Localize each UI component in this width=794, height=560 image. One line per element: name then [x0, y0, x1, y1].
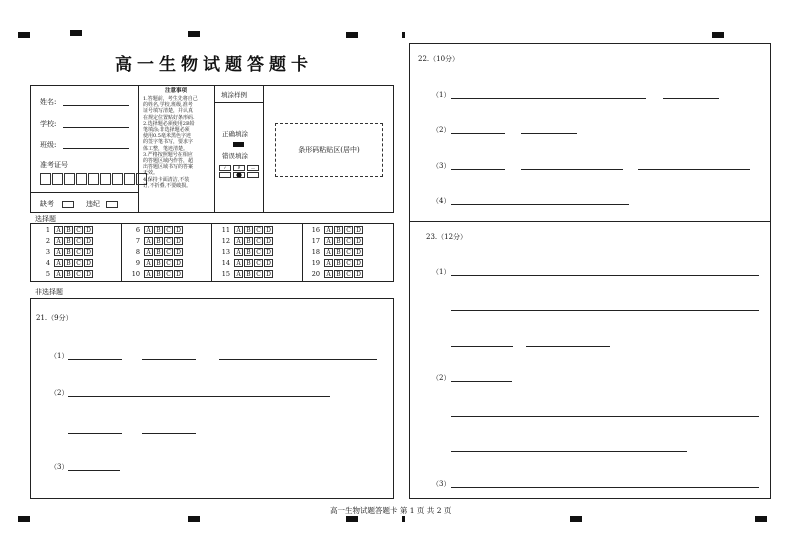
choice-option-bubble[interactable]: D — [174, 237, 183, 245]
choice-option-bubble[interactable]: B — [64, 248, 73, 256]
school-label: 学校: — [40, 120, 57, 128]
choice-option-bubble[interactable]: D — [174, 259, 183, 267]
timing-mark — [402, 32, 405, 38]
q21-answer-field[interactable] — [68, 433, 122, 434]
choice-option-bubble[interactable]: C — [344, 226, 353, 234]
choice-question-row — [38, 237, 94, 245]
choice-option-bubble[interactable]: A — [234, 248, 243, 256]
choice-option-bubble[interactable]: C — [74, 259, 83, 267]
choice-question-row — [308, 248, 364, 256]
exam-no-boxes[interactable] — [40, 173, 147, 185]
choice-option-bubble[interactable]: B — [154, 237, 163, 245]
choice-option-bubble[interactable]: D — [264, 237, 273, 245]
choice-option-bubble[interactable]: C — [164, 259, 173, 267]
q23-answer-field[interactable] — [451, 310, 759, 311]
choice-question-row — [308, 237, 364, 245]
choice-question-row — [218, 270, 274, 278]
q21-part-1-label: （1） — [50, 352, 69, 360]
choice-question-row — [218, 237, 274, 245]
q23-part-1-label: （1） — [432, 268, 451, 276]
choice-option-bubble[interactable]: C — [344, 237, 353, 245]
q23-answer-field[interactable] — [451, 346, 513, 347]
q22-answer-field[interactable] — [451, 169, 505, 170]
choice-option-bubble[interactable]: D — [174, 248, 183, 256]
choice-option-bubble[interactable]: A — [324, 248, 333, 256]
timing-mark — [188, 31, 200, 37]
timing-mark — [346, 516, 358, 522]
choice-option-bubble[interactable]: B — [154, 259, 163, 267]
choice-option-bubble[interactable]: D — [84, 237, 93, 245]
divider — [263, 85, 264, 213]
name-field[interactable] — [63, 105, 129, 106]
choice-question-row — [218, 259, 274, 267]
correct-fill-label: 正确填涂 — [222, 130, 248, 138]
absent-checkbox[interactable] — [62, 201, 74, 208]
choice-question-row — [128, 226, 184, 234]
choice-option-bubble[interactable]: B — [244, 248, 253, 256]
question-number: 8 — [135, 248, 140, 256]
choice-option-bubble[interactable]: C — [254, 237, 263, 245]
choice-option-bubble[interactable]: A — [234, 237, 243, 245]
q22-answer-field[interactable] — [451, 133, 505, 134]
barcode-area — [275, 123, 383, 177]
question-number: 5 — [45, 270, 50, 278]
choice-question-row — [218, 248, 274, 256]
choice-option-bubble[interactable]: D — [354, 259, 363, 267]
choice-option-bubble[interactable]: D — [84, 226, 93, 234]
divider — [214, 85, 215, 213]
q21-part-2-label: （2） — [50, 389, 69, 397]
page-footer: 高一生物试题答题卡 第 1 页 共 2 页 — [330, 506, 452, 515]
wrong-fill-label: 错误填涂 — [222, 152, 248, 160]
choice-option-bubble[interactable]: A — [144, 270, 153, 278]
q23-answer-field[interactable] — [451, 451, 687, 452]
question-number: 15 — [221, 270, 230, 278]
choice-option-bubble[interactable]: A — [144, 248, 153, 256]
choice-option-bubble[interactable]: D — [354, 226, 363, 234]
choice-option-bubble[interactable]: C — [164, 226, 173, 234]
question-number: 12 — [221, 237, 230, 245]
choice-option-bubble[interactable]: A — [54, 259, 63, 267]
q22-part-3-label: （3） — [432, 162, 451, 170]
class-field[interactable] — [63, 148, 129, 149]
name-label: 姓名: — [40, 98, 57, 106]
choice-option-bubble[interactable]: B — [154, 248, 163, 256]
choice-option-bubble[interactable]: A — [324, 259, 333, 267]
nonchoice-section-label: 非选择题 — [35, 288, 63, 296]
timing-mark — [188, 516, 200, 522]
q23-answer-field[interactable] — [451, 416, 759, 417]
q22-answer-field[interactable] — [521, 133, 577, 134]
barcode-label: 条形码粘贴区(居中) — [298, 146, 360, 154]
choice-option-bubble[interactable]: D — [174, 270, 183, 278]
choice-option-bubble[interactable]: B — [334, 248, 343, 256]
page-title: 高一生物试题答题卡 — [115, 55, 313, 75]
q22-title: 22.（10分） — [418, 55, 460, 63]
question-number: 16 — [311, 226, 320, 234]
timing-mark — [402, 516, 405, 522]
choice-option-bubble[interactable]: C — [164, 237, 173, 245]
violation-checkbox[interactable] — [106, 201, 118, 208]
question-number: 14 — [221, 259, 230, 267]
choice-option-bubble[interactable]: B — [64, 226, 73, 234]
q23-part-2-label: （2） — [432, 374, 451, 382]
question-number: 2 — [45, 237, 50, 245]
question-number: 4 — [45, 259, 50, 267]
q21-box — [30, 298, 394, 499]
absent-label: 缺考 — [40, 200, 54, 208]
choice-option-bubble[interactable]: C — [164, 270, 173, 278]
choice-option-bubble[interactable]: C — [74, 270, 83, 278]
q23-box — [409, 221, 771, 499]
question-number: 17 — [311, 237, 320, 245]
choice-option-bubble[interactable]: C — [74, 226, 83, 234]
choice-option-bubble[interactable]: A — [54, 226, 63, 234]
choice-question-row — [308, 259, 364, 267]
q21-part-3-label: （3） — [50, 463, 69, 471]
question-number: 18 — [311, 248, 320, 256]
choice-question-row — [38, 259, 94, 267]
choice-option-bubble[interactable]: A — [144, 259, 153, 267]
violation-label: 违纪 — [86, 200, 100, 208]
notes-title: 注意事项 — [165, 88, 188, 94]
q22-answer-field[interactable] — [451, 204, 629, 205]
q22-answer-field[interactable] — [451, 98, 646, 99]
choice-section-label: 选择题 — [35, 215, 56, 223]
question-number: 10 — [131, 270, 140, 278]
choice-option-bubble[interactable]: B — [64, 270, 73, 278]
choice-option-bubble[interactable]: B — [334, 259, 343, 267]
q21-answer-field[interactable] — [219, 359, 377, 360]
choice-question-row — [128, 237, 184, 245]
choice-option-bubble[interactable]: D — [84, 248, 93, 256]
choice-question-row — [128, 248, 184, 256]
q22-part-4-label: （4） — [432, 197, 451, 205]
choice-option-bubble[interactable]: B — [64, 259, 73, 267]
q22-part-1-label: （1） — [432, 91, 451, 99]
timing-mark — [70, 30, 82, 36]
q21-answer-field[interactable] — [68, 470, 120, 471]
choice-option-bubble[interactable]: A — [324, 237, 333, 245]
choice-option-bubble[interactable]: B — [154, 270, 163, 278]
q23-answer-field[interactable] — [451, 487, 759, 488]
choice-option-bubble[interactable]: A — [54, 270, 63, 278]
question-number: 3 — [45, 248, 50, 256]
choice-option-bubble[interactable]: A — [324, 270, 333, 278]
q22-part-2-label: （2） — [432, 126, 451, 134]
choice-option-bubble[interactable]: C — [164, 248, 173, 256]
question-number: 7 — [135, 237, 140, 245]
divider — [302, 223, 303, 282]
choice-question-row — [308, 226, 364, 234]
choice-option-bubble[interactable]: B — [334, 226, 343, 234]
choice-option-bubble[interactable]: D — [84, 270, 93, 278]
choice-option-bubble[interactable]: B — [244, 270, 253, 278]
choice-option-bubble[interactable]: A — [54, 237, 63, 245]
fill-sample-title: 填涂样例 — [221, 91, 247, 99]
question-number: 20 — [311, 270, 320, 278]
question-number: 11 — [221, 226, 230, 234]
class-label: 班级: — [40, 141, 57, 149]
timing-mark — [712, 32, 724, 38]
choice-option-bubble[interactable]: D — [354, 248, 363, 256]
choice-option-bubble[interactable]: C — [254, 248, 263, 256]
choice-question-row — [308, 270, 364, 278]
choice-question-row — [218, 226, 274, 234]
choice-option-bubble[interactable]: B — [334, 270, 343, 278]
q23-answer-field[interactable] — [451, 381, 512, 382]
choice-option-bubble[interactable]: D — [264, 248, 273, 256]
choice-question-row — [38, 270, 94, 278]
q23-title: 23.（12分） — [426, 233, 468, 241]
timing-mark — [346, 32, 358, 38]
choice-option-bubble[interactable]: C — [254, 259, 263, 267]
choice-option-bubble[interactable]: A — [144, 226, 153, 234]
divider — [214, 102, 263, 103]
question-number: 1 — [45, 226, 50, 234]
choice-option-bubble[interactable]: C — [254, 226, 263, 234]
choice-option-bubble[interactable]: B — [334, 237, 343, 245]
choice-option-bubble[interactable]: B — [244, 226, 253, 234]
choice-option-bubble[interactable]: D — [174, 226, 183, 234]
choice-option-bubble[interactable]: C — [344, 248, 353, 256]
timing-mark — [18, 32, 30, 38]
q21-answer-field[interactable] — [68, 359, 122, 360]
choice-option-bubble[interactable]: A — [234, 226, 243, 234]
choice-option-bubble[interactable]: D — [264, 270, 273, 278]
timing-mark — [18, 516, 30, 522]
choice-option-bubble[interactable]: B — [154, 226, 163, 234]
notes-list: 1.答题前，考生先将自己 的姓名,学校,班级,准考 证号填写清楚，并认真 在规定位置贴好条形码. 2.选择题必须使用2B铅 笔填涂;非选择题必须 使用0.5毫米黑色字迹 的签字笔书写，要求字 体工整，笔迹清楚。 3.严格按照题号在相应 的答题区域内作答，超 出答题区域书写的答案 无效。 4.保持卡面清洁,不装 订,不折叠,不要破损。 — [143, 96, 198, 189]
choice-question-row — [38, 226, 94, 234]
choice-option-bubble[interactable]: C — [74, 237, 83, 245]
question-number: 6 — [135, 226, 140, 234]
choice-option-bubble[interactable]: C — [344, 259, 353, 267]
q23-answer-field[interactable] — [451, 275, 759, 276]
choice-option-bubble[interactable]: C — [344, 270, 353, 278]
choice-option-bubble[interactable]: B — [64, 237, 73, 245]
correct-fill-sample — [233, 142, 244, 147]
question-number: 9 — [135, 259, 140, 267]
school-field[interactable] — [63, 127, 129, 128]
q22-answer-field[interactable] — [663, 98, 719, 99]
exam-no-label: 准考证号 — [40, 161, 68, 169]
choice-question-row — [38, 248, 94, 256]
choice-option-bubble[interactable]: A — [54, 248, 63, 256]
choice-question-row — [128, 270, 184, 278]
divider — [30, 192, 138, 193]
choice-option-bubble[interactable]: C — [74, 248, 83, 256]
divider — [211, 223, 212, 282]
choice-option-bubble[interactable]: A — [144, 237, 153, 245]
timing-mark — [570, 516, 582, 522]
q22-answer-field[interactable] — [638, 169, 750, 170]
q23-part-3-label: （3） — [432, 480, 451, 488]
choice-question-row — [128, 259, 184, 267]
q21-title: 21.（9分） — [36, 314, 73, 322]
q21-answer-field[interactable] — [142, 433, 196, 434]
q21-answer-field[interactable] — [142, 359, 196, 360]
choice-option-bubble[interactable]: A — [234, 270, 243, 278]
choice-option-bubble[interactable]: A — [324, 226, 333, 234]
wrong-fill-samples: ✓ ✗ — — [219, 165, 261, 178]
choice-option-bubble[interactable]: A — [234, 259, 243, 267]
divider — [138, 85, 139, 213]
timing-mark — [755, 516, 767, 522]
question-number: 13 — [221, 248, 230, 256]
choice-option-bubble[interactable]: D — [354, 237, 363, 245]
q21-answer-field[interactable] — [68, 396, 330, 397]
question-number: 19 — [311, 259, 320, 267]
q22-answer-field[interactable] — [521, 169, 623, 170]
choice-option-bubble[interactable]: D — [354, 270, 363, 278]
divider — [121, 223, 122, 282]
choice-option-bubble[interactable]: C — [254, 270, 263, 278]
choice-option-bubble[interactable]: B — [244, 259, 253, 267]
choice-option-bubble[interactable]: D — [264, 226, 273, 234]
q23-answer-field[interactable] — [526, 346, 610, 347]
choice-option-bubble[interactable]: D — [264, 259, 273, 267]
choice-option-bubble[interactable]: D — [84, 259, 93, 267]
choice-option-bubble[interactable]: B — [244, 237, 253, 245]
